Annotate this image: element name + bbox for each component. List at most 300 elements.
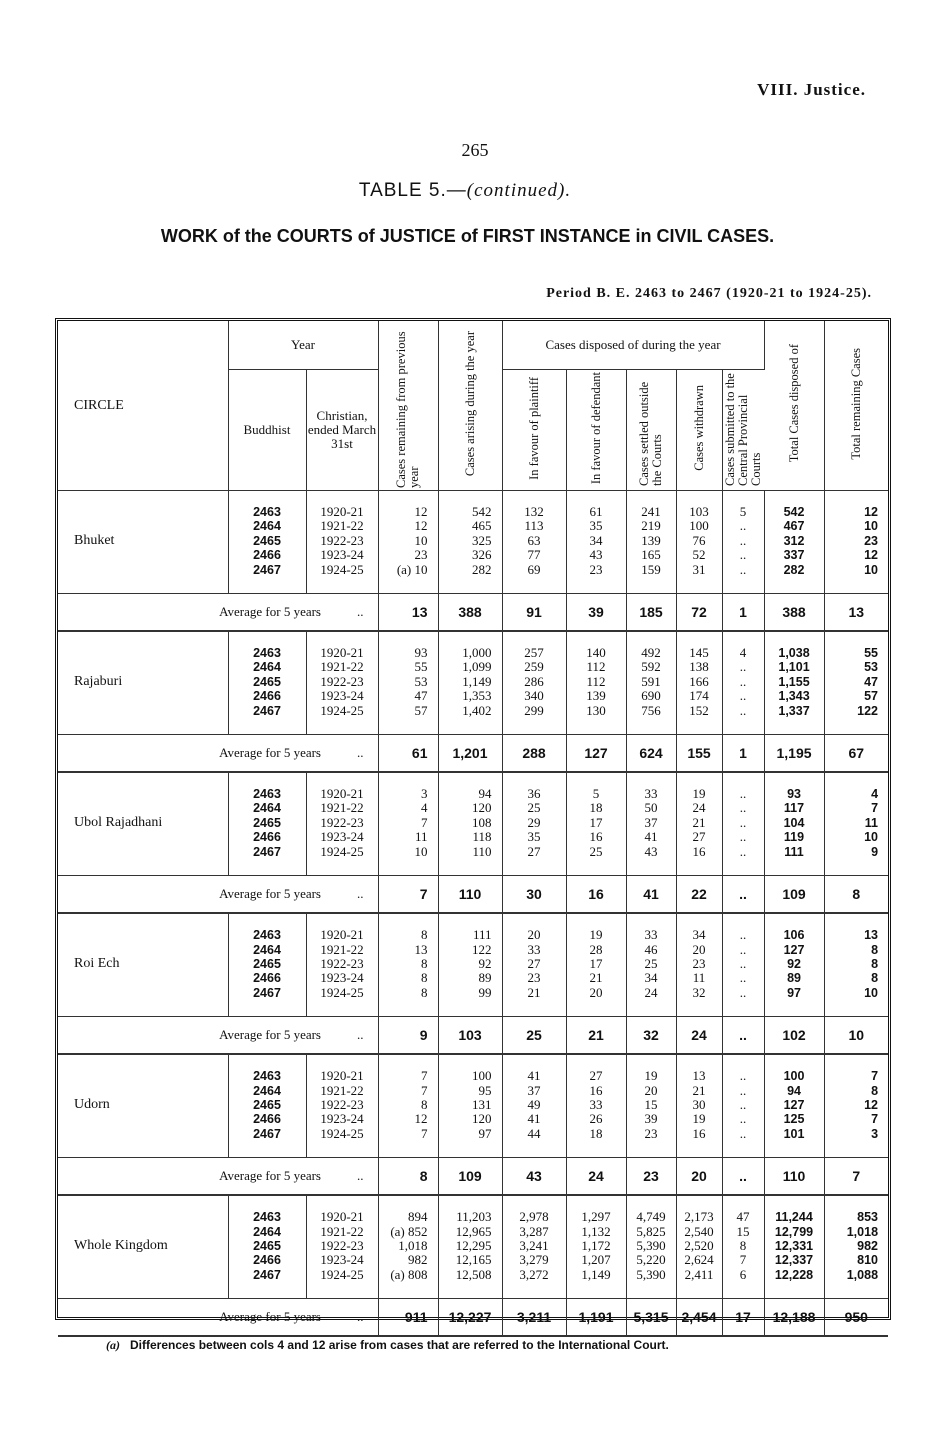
average-value: 12,227 <box>438 1299 502 1337</box>
statistics-table-frame <box>55 318 891 1326</box>
value-plaintiff: 132 <box>524 504 544 519</box>
cell-settled <box>626 1195 676 1299</box>
value-plaintiff: 44 <box>527 1125 541 1141</box>
average-label-dots: .. <box>357 745 364 761</box>
cell-remaining-prev <box>378 913 438 1017</box>
value-plaintiff: 2,978 <box>519 1209 549 1225</box>
value-settled: 19 <box>644 1068 658 1084</box>
cell-plaintiff <box>502 491 566 594</box>
cell-submitted <box>722 772 764 876</box>
value-total-disposed: 1,343 <box>778 689 810 704</box>
average-value: 12,188 <box>764 1299 824 1337</box>
value-total-disposed: 12,331 <box>774 1238 814 1253</box>
value-plaintiff: 27 <box>527 955 541 971</box>
average-value: 624 <box>626 735 676 773</box>
value-submitted: .. <box>739 829 747 845</box>
value-remaining-prev: 11 <box>414 829 428 845</box>
value-settled: 25 <box>644 955 658 971</box>
cell-withdrawn <box>676 631 722 735</box>
value-defendant: 1,172 <box>581 1237 611 1253</box>
value-defendant: 26 <box>589 1111 603 1127</box>
value-withdrawn: 145 <box>689 645 709 661</box>
value-christian: 1920-21 <box>320 1068 364 1084</box>
table-continued: (continued). <box>466 180 572 201</box>
cell-buddhist <box>228 631 306 735</box>
value-total-remaining: 53 <box>864 660 879 675</box>
circle-name: Roi Ech <box>58 913 228 1017</box>
value-withdrawn: 31 <box>692 561 706 577</box>
value-total-disposed: 1,155 <box>778 674 810 689</box>
value-total-remaining: 47 <box>864 674 879 689</box>
average-value: 67 <box>824 735 888 773</box>
value-buddhist: 2467 <box>253 844 281 859</box>
value-settled: 219 <box>641 518 661 534</box>
cell-arising <box>438 772 502 876</box>
value-defendant: 18 <box>589 800 603 816</box>
value-arising: 110 <box>472 843 492 859</box>
value-defendant: 130 <box>586 702 606 718</box>
value-withdrawn: 174 <box>689 688 709 704</box>
cell-remaining-prev <box>378 491 438 594</box>
value-arising: 1,402 <box>462 702 492 718</box>
value-defendant: 112 <box>586 673 606 689</box>
value-plaintiff: 286 <box>524 673 544 689</box>
value-settled: 4,749 <box>636 1209 666 1225</box>
value-arising: 95 <box>478 1082 492 1098</box>
value-withdrawn: 16 <box>692 843 706 859</box>
cell-submitted <box>722 491 764 594</box>
value-submitted: .. <box>739 970 747 986</box>
cell-plaintiff <box>502 1195 566 1299</box>
value-settled: 492 <box>641 645 661 661</box>
value-arising: 120 <box>472 1111 492 1127</box>
cell-total-remaining <box>824 1195 888 1299</box>
cell-defendant <box>566 772 626 876</box>
value-plaintiff: 257 <box>524 645 544 661</box>
value-remaining-prev: 53 <box>414 673 428 689</box>
value-total-remaining: 11 <box>864 815 879 830</box>
value-buddhist: 2464 <box>253 801 281 816</box>
value-submitted: .. <box>739 843 747 859</box>
average-value: 1 <box>722 735 764 773</box>
value-arising: 542 <box>472 504 492 519</box>
value-total-disposed: 94 <box>787 1083 801 1098</box>
value-arising: 325 <box>472 532 492 548</box>
value-settled: 592 <box>641 659 661 675</box>
value-settled: 33 <box>644 786 658 802</box>
average-value: 388 <box>438 594 502 632</box>
cell-buddhist <box>228 772 306 876</box>
cell-remaining-prev <box>378 1054 438 1158</box>
value-withdrawn: 21 <box>692 814 706 830</box>
value-total-remaining: 8 <box>871 956 879 971</box>
cell-christian <box>306 772 378 876</box>
value-total-remaining: 12 <box>864 1097 879 1112</box>
value-buddhist: 2465 <box>253 815 281 830</box>
cell-total-remaining <box>824 772 888 876</box>
value-defendant: 34 <box>589 532 603 548</box>
header-submitted: Cases submitted to the Central Provincial Courts <box>722 370 764 491</box>
average-value: .. <box>722 876 764 914</box>
value-settled: 690 <box>641 688 661 704</box>
average-value: 13 <box>824 594 888 632</box>
value-settled: 23 <box>644 1125 658 1141</box>
value-christian: 1920-21 <box>320 1209 364 1225</box>
value-buddhist: 2464 <box>253 1083 281 1098</box>
value-christian: 1920-21 <box>320 504 364 519</box>
value-plaintiff: 21 <box>527 984 541 1000</box>
value-christian: 1924-25 <box>320 843 364 859</box>
average-label-text: Average for 5 years <box>219 1309 321 1325</box>
value-buddhist: 2466 <box>253 971 281 986</box>
value-settled: 591 <box>641 673 661 689</box>
value-christian: 1923-24 <box>320 547 364 563</box>
value-total-disposed: 1,101 <box>778 660 810 675</box>
value-total-remaining: 853 <box>857 1210 879 1225</box>
value-settled: 41 <box>644 829 658 845</box>
cell-remaining-prev <box>378 772 438 876</box>
value-christian: 1923-24 <box>320 1252 364 1268</box>
value-arising: 12,165 <box>455 1252 492 1268</box>
value-plaintiff: 77 <box>527 547 541 563</box>
value-christian: 1923-24 <box>320 688 364 704</box>
value-total-remaining: 23 <box>864 533 879 548</box>
value-withdrawn: 52 <box>692 547 706 563</box>
average-value: 288 <box>502 735 566 773</box>
value-total-remaining: 10 <box>864 830 879 845</box>
average-label-dots: .. <box>357 1168 364 1184</box>
cell-christian <box>306 1195 378 1299</box>
value-defendant: 139 <box>586 688 606 704</box>
average-value: 109 <box>438 1158 502 1196</box>
value-total-disposed: 467 <box>783 519 805 534</box>
value-christian: 1922-23 <box>320 1096 364 1112</box>
value-withdrawn: 30 <box>692 1096 706 1112</box>
average-label-text: Average for 5 years <box>219 1168 321 1184</box>
average-value: 32 <box>626 1017 676 1055</box>
cell-buddhist <box>228 913 306 1017</box>
average-value: 25 <box>502 1017 566 1055</box>
value-christian: 1922-23 <box>320 814 364 830</box>
average-label-dots: .. <box>357 886 364 902</box>
value-withdrawn: 2,411 <box>684 1266 714 1282</box>
cell-total-disposed <box>764 1054 824 1158</box>
average-value: 103 <box>438 1017 502 1055</box>
value-submitted: .. <box>739 1125 747 1141</box>
value-withdrawn: 13 <box>692 1068 706 1084</box>
value-total-remaining: 7 <box>871 801 879 816</box>
value-christian: 1922-23 <box>320 1237 364 1253</box>
value-settled: 39 <box>644 1111 658 1127</box>
value-buddhist: 2465 <box>253 1097 281 1112</box>
value-defendant: 1,149 <box>581 1266 611 1282</box>
header-arising: Cases arising during the year <box>438 321 502 491</box>
value-plaintiff: 259 <box>524 659 544 675</box>
value-total-disposed: 89 <box>787 971 801 986</box>
value-total-disposed: 282 <box>783 562 805 577</box>
circle-row-group <box>58 491 888 594</box>
average-value: 7 <box>824 1158 888 1196</box>
value-submitted: .. <box>739 673 747 689</box>
value-buddhist: 2463 <box>253 928 281 943</box>
value-remaining-prev: 93 <box>414 645 428 661</box>
value-withdrawn: 20 <box>692 941 706 957</box>
value-arising: 465 <box>472 518 492 534</box>
value-plaintiff: 27 <box>527 843 541 859</box>
value-total-disposed: 92 <box>787 956 801 971</box>
cell-total-disposed <box>764 631 824 735</box>
value-remaining-prev: 4 <box>421 800 428 816</box>
value-arising: 108 <box>472 814 492 830</box>
value-arising: 120 <box>472 800 492 816</box>
average-label-text: Average for 5 years <box>219 886 321 902</box>
average-row <box>58 594 888 632</box>
value-defendant: 16 <box>589 1082 603 1098</box>
header-withdrawn: Cases withdrawn <box>676 370 722 491</box>
value-buddhist: 2466 <box>253 548 281 563</box>
value-christian: 1921-22 <box>320 518 364 534</box>
value-arising: 99 <box>478 984 492 1000</box>
cell-buddhist <box>228 1195 306 1299</box>
value-submitted: .. <box>739 702 747 718</box>
value-defendant: 1,132 <box>581 1223 611 1239</box>
value-arising: 122 <box>472 941 492 957</box>
value-arising: 11,203 <box>456 1209 492 1225</box>
value-remaining-prev: 3 <box>421 786 428 802</box>
value-buddhist: 2463 <box>253 787 281 802</box>
value-total-disposed: 117 <box>783 801 805 816</box>
cell-withdrawn <box>676 1054 722 1158</box>
circle-name: Bhuket <box>58 491 228 594</box>
average-value: 17 <box>722 1299 764 1337</box>
value-settled: 20 <box>644 1082 658 1098</box>
value-arising: 100 <box>472 1068 492 1084</box>
circle-row-group <box>58 1195 888 1299</box>
value-withdrawn: 100 <box>689 518 709 534</box>
cell-total-remaining <box>824 1054 888 1158</box>
value-arising: 1,000 <box>462 645 492 661</box>
value-submitted: .. <box>739 941 747 957</box>
cell-christian <box>306 491 378 594</box>
value-settled: 33 <box>644 927 658 943</box>
value-remaining-prev: 12 <box>414 1111 428 1127</box>
average-value: 23 <box>626 1158 676 1196</box>
average-value: 110 <box>438 876 502 914</box>
value-arising: 89 <box>478 970 492 986</box>
value-submitted: .. <box>739 561 747 577</box>
value-total-disposed: 97 <box>787 985 801 1000</box>
cell-withdrawn <box>676 772 722 876</box>
cell-total-remaining <box>824 491 888 594</box>
value-remaining-prev: (a) 808 <box>390 1266 428 1282</box>
value-christian: 1921-22 <box>320 941 364 957</box>
average-label-dots: .. <box>357 1309 364 1325</box>
cell-settled <box>626 631 676 735</box>
value-remaining-prev: 12 <box>414 504 428 519</box>
cell-arising <box>438 1195 502 1299</box>
table-subtitle: WORK of the COURTS of JUSTICE of FIRST INSTANCE in CIVIL CASES. <box>160 226 775 246</box>
value-remaining-prev: 7 <box>421 1125 428 1141</box>
value-defendant: 27 <box>589 1068 603 1084</box>
average-value: 185 <box>626 594 676 632</box>
value-total-disposed: 12,228 <box>774 1267 814 1282</box>
value-remaining-prev: 8 <box>421 984 428 1000</box>
average-value: 43 <box>502 1158 566 1196</box>
value-total-disposed: 100 <box>783 1069 805 1084</box>
value-plaintiff: 33 <box>527 941 541 957</box>
value-remaining-prev: 7 <box>421 1068 428 1084</box>
cell-buddhist <box>228 491 306 594</box>
average-value: 72 <box>676 594 722 632</box>
header-circle: CIRCLE <box>58 321 228 491</box>
value-submitted: .. <box>739 800 747 816</box>
value-buddhist: 2466 <box>253 1112 281 1127</box>
value-plaintiff: 20 <box>527 927 541 943</box>
value-plaintiff: 49 <box>527 1096 541 1112</box>
value-defendant: 33 <box>589 1096 603 1112</box>
value-defendant: 43 <box>589 547 603 563</box>
value-total-disposed: 119 <box>783 830 805 845</box>
value-defendant: 35 <box>589 518 603 534</box>
cell-withdrawn <box>676 1195 722 1299</box>
value-defendant: 112 <box>586 659 606 675</box>
value-total-disposed: 127 <box>783 942 805 957</box>
average-value: 3,211 <box>502 1299 566 1337</box>
value-submitted: .. <box>739 786 747 802</box>
value-arising: 131 <box>472 1096 492 1112</box>
value-total-disposed: 106 <box>783 928 805 943</box>
header-total-disposed: Total Cases disposed of <box>764 321 824 491</box>
value-submitted: .. <box>739 532 747 548</box>
cell-submitted <box>722 913 764 1017</box>
average-label <box>58 1158 378 1196</box>
value-total-disposed: 542 <box>783 505 805 519</box>
cell-total-disposed <box>764 772 824 876</box>
average-value: 16 <box>566 876 626 914</box>
cell-remaining-prev <box>378 1195 438 1299</box>
header-disposed-group: Cases disposed of during the year <box>502 321 764 370</box>
value-buddhist: 2466 <box>253 830 281 845</box>
average-label-text: Average for 5 years <box>219 604 321 620</box>
value-submitted: .. <box>739 547 747 563</box>
cell-settled <box>626 772 676 876</box>
value-defendant: 61 <box>589 504 603 519</box>
value-total-remaining: 57 <box>864 689 879 704</box>
cell-arising <box>438 631 502 735</box>
value-submitted: 6 <box>739 1266 747 1282</box>
value-total-remaining: 12 <box>864 548 879 563</box>
value-buddhist: 2465 <box>253 674 281 689</box>
cell-christian <box>306 913 378 1017</box>
header-total-remaining: Total remaining Cases <box>824 321 888 491</box>
value-settled: 159 <box>641 561 661 577</box>
value-buddhist: 2463 <box>253 1069 281 1084</box>
value-christian: 1920-21 <box>320 645 364 661</box>
cell-total-disposed <box>764 491 824 594</box>
value-settled: 165 <box>641 547 661 563</box>
value-remaining-prev: 12 <box>414 518 428 534</box>
average-value: 41 <box>626 876 676 914</box>
value-arising: 118 <box>472 829 492 845</box>
value-christian: 1922-23 <box>320 955 364 971</box>
value-defendant: 28 <box>589 941 603 957</box>
value-submitted: .. <box>739 927 747 943</box>
cell-submitted <box>722 1054 764 1158</box>
value-buddhist: 2463 <box>253 646 281 661</box>
cell-total-remaining <box>824 913 888 1017</box>
value-submitted: .. <box>739 1111 747 1127</box>
value-buddhist: 2465 <box>253 533 281 548</box>
value-christian: 1922-23 <box>320 532 364 548</box>
value-remaining-prev: 47 <box>414 688 428 704</box>
value-defendant: 17 <box>589 955 603 971</box>
value-withdrawn: 2,624 <box>684 1252 714 1268</box>
average-value: 127 <box>566 735 626 773</box>
value-buddhist: 2467 <box>253 1267 281 1282</box>
value-total-remaining: 1,018 <box>846 1224 879 1239</box>
value-arising: 97 <box>478 1125 492 1141</box>
value-buddhist: 2466 <box>253 689 281 704</box>
value-buddhist: 2465 <box>253 956 281 971</box>
value-remaining-prev: 982 <box>408 1252 428 1268</box>
value-plaintiff: 3,272 <box>519 1266 549 1282</box>
value-plaintiff: 340 <box>524 688 544 704</box>
average-value: 24 <box>676 1017 722 1055</box>
value-total-remaining: 55 <box>864 646 879 661</box>
cell-defendant <box>566 1054 626 1158</box>
cell-defendant <box>566 631 626 735</box>
value-christian: 1923-24 <box>320 970 364 986</box>
value-withdrawn: 138 <box>689 659 709 675</box>
value-settled: 139 <box>641 532 661 548</box>
header-remaining-prev: Cases remaining from previous year <box>378 321 438 491</box>
value-submitted: .. <box>739 518 747 534</box>
value-buddhist: 2467 <box>253 562 281 577</box>
value-total-disposed: 337 <box>783 548 805 563</box>
value-submitted: 4 <box>739 645 747 661</box>
header-buddhist: Buddhist <box>228 370 306 491</box>
value-remaining-prev: 8 <box>421 955 428 971</box>
value-remaining-prev: 13 <box>414 941 428 957</box>
value-total-disposed: 1,337 <box>778 703 810 718</box>
value-settled: 756 <box>641 702 661 718</box>
value-remaining-prev: (a) 852 <box>390 1223 428 1239</box>
value-withdrawn: 19 <box>692 1111 706 1127</box>
value-buddhist: 2466 <box>253 1253 281 1268</box>
value-arising: 1,099 <box>462 659 492 675</box>
header-year: Year <box>228 321 378 370</box>
average-label-text: Average for 5 years <box>219 745 321 761</box>
value-plaintiff: 29 <box>527 814 541 830</box>
value-remaining-prev: 23 <box>414 547 428 563</box>
value-total-disposed: 12,337 <box>774 1253 814 1268</box>
value-christian: 1922-23 <box>320 673 364 689</box>
value-total-disposed: 312 <box>783 533 805 548</box>
value-total-remaining: 7 <box>871 1112 879 1127</box>
value-submitted: .. <box>739 955 747 971</box>
value-submitted: 15 <box>736 1223 750 1239</box>
value-withdrawn: 152 <box>689 702 709 718</box>
header-plaintiff: In favour of plaintiff <box>502 370 566 491</box>
value-settled: 46 <box>644 941 658 957</box>
value-remaining-prev: 894 <box>408 1209 428 1225</box>
value-total-remaining: 10 <box>864 519 879 534</box>
footnote <box>106 1338 669 1353</box>
footnote-text: Differences between cols 4 and 12 arise from cases that are referred to the International Court. <box>130 1338 669 1352</box>
cell-christian <box>306 1054 378 1158</box>
header-christian: Christian, ended March 31st <box>306 370 378 491</box>
value-buddhist: 2463 <box>253 1210 281 1225</box>
